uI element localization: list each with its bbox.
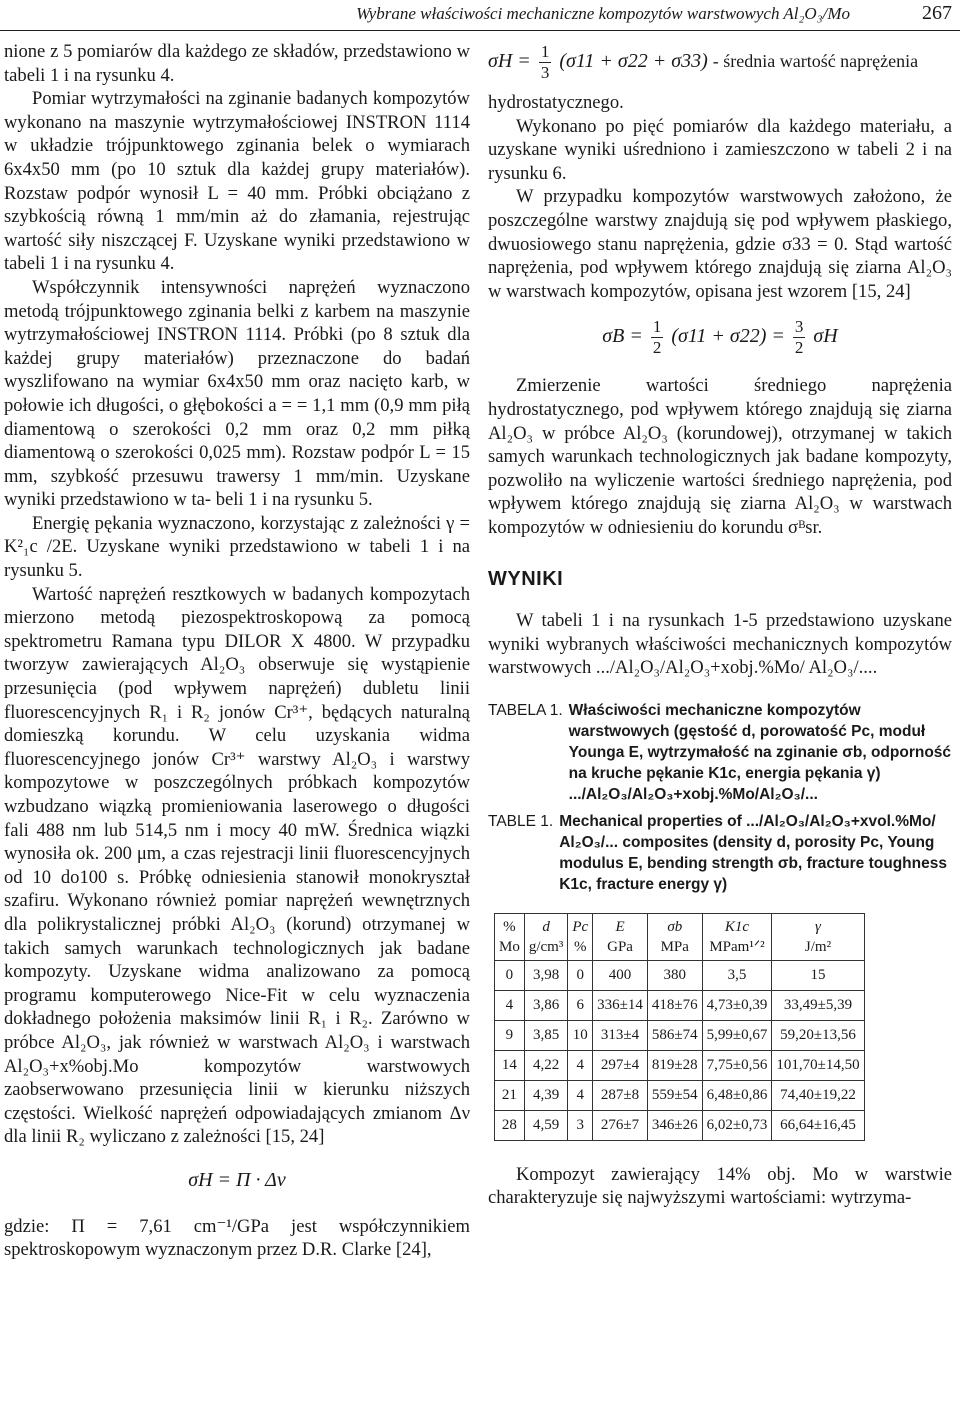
paragraph: Energię pękania wyznaczono, korzystając z zależności γ = K²₁c /2E. Uzyskane wyniki przedstawiono w tabeli 1 i na rysunku 5. [4, 512, 470, 582]
table-cell: 7,75±0,56 [702, 1050, 772, 1080]
paragraph: Pomiar wytrzymałości na zginanie badanych kompozytów wykonano na maszynie wytrzymałościowej INSTRON 1114 w układzie trójpunktowego zginania belek o wymiarach 6x4x50 mm (po 10 sztuk dla każdej grupy materiałów). Rozstaw podpór wynosił L = 40 mm. Próbki obciążano z szybkością równą 1 mm/min aż do złamania, rejestrując wartość siły niszczącej F. Uzyskane wyniki przedstawiono w tabeli 1 i na rysunku 4. [4, 88, 470, 275]
table-cell: 4,39 [524, 1080, 568, 1110]
formula-lhs: σH = [488, 50, 531, 73]
header-symbol: γ [815, 918, 821, 935]
table-cell: 0 [495, 960, 525, 990]
table-cell: 33,49±5,39 [772, 990, 864, 1020]
formula-description: - średnia wartość naprężenia [712, 51, 919, 72]
table-cell: 9 [495, 1020, 525, 1050]
table-cell: 4 [495, 990, 525, 1020]
table-cell: 559±54 [647, 1080, 702, 1110]
header-symbol: K1c [724, 918, 750, 935]
paragraph: gdzie: Π = 7,61 cm⁻¹/GPa jest współczynnikiem spektroskopowym wyznaczonym przez D.R. Clarke [24], [4, 1215, 470, 1261]
formula-middle: (σ11 + σ22) = [671, 325, 785, 348]
header-modulus [593, 913, 648, 960]
properties-table [494, 913, 865, 1141]
formula-rhs: σH [813, 325, 838, 348]
paragraph: Wykonano po pięć pomiarów dla każdego materiału, a uzyskane wyniki uśredniono i zamieszczono w tabeli 2 i na rysunku 6. [488, 115, 952, 184]
left-column [4, 40, 470, 1262]
table-cell: 21 [495, 1080, 525, 1110]
header-unit: g/cm³ [528, 938, 564, 955]
table-header-row [495, 913, 865, 960]
caption-text: Właściwości mechaniczne kompozytów warstwowych (gęstość d, porowatość Pc, moduł Younga E, wytrzymałość na zginanie σb, odporność na kruche pękanie K1c, energia pękania γ) .../Al₂O₃/Al₂O₃+xobj.%Mo/Al₂O₃/... [568, 701, 952, 803]
header-toughness [702, 913, 772, 960]
header-mo [495, 913, 525, 960]
fraction-denominator: 3 [540, 63, 550, 82]
paragraph: hydrostatycznego. [488, 92, 624, 113]
fraction-numerator: 3 [794, 317, 804, 337]
header-strength [647, 913, 702, 960]
fraction-numerator: 1 [540, 42, 550, 61]
header-symbol: d [542, 918, 550, 935]
table-cell: 28 [495, 1110, 525, 1140]
table-cell: 4,22 [524, 1050, 568, 1080]
table-cell: 400 [593, 960, 648, 990]
table-cell: 3,5 [702, 960, 772, 990]
header-symbol: E [615, 918, 625, 935]
table-cell: 3,85 [524, 1020, 568, 1050]
table-cell: 297±4 [593, 1050, 648, 1080]
formula-sigma-h: σH = Π · Δν [188, 1168, 286, 1191]
table-cell: 346±26 [647, 1110, 702, 1140]
table-cell: 101,70±14,50 [772, 1050, 864, 1080]
table-row [495, 1080, 865, 1110]
table-cell: 380 [647, 960, 702, 990]
header-symbol: σb [667, 918, 683, 935]
table-cell: 3,86 [524, 990, 568, 1020]
fraction-denominator: 2 [794, 338, 804, 358]
header-symbol: Pc [572, 918, 589, 935]
table-cell: 59,20±13,56 [772, 1020, 864, 1050]
paragraph: W tabeli 1 i na rysunkach 1-5 przedstawiono uzyskane wyniki wybranych właściwości mechanicznych kompozytów warstwowych .../Al₂O₃/Al₂O₃+xobj.%Mo/ Al₂O₃/.... [488, 610, 952, 679]
table-cell: 15 [772, 960, 864, 990]
header-unit: MPa [660, 938, 689, 955]
table-cell: 74,40±19,22 [772, 1080, 864, 1110]
table-caption-polish [488, 700, 952, 805]
fraction [539, 42, 552, 83]
table-row [495, 990, 865, 1020]
paragraph: Zmierzenie wartości średniego naprężenia hydrostatycznego, pod wpływem którego znajdują się ziarna Al₂O₃ w próbce Al₂O₃ (korundowej), otrzymanej w takich samych warunkach technologicznych jak badane kompozyty, pozwoliło na wyliczenie wartości średniego naprężenia, pod wpływem którego znajdują się ziarna Al₂O₃ w warstwach kompozytów w odniesieniu do korundu σᴮsr. [488, 375, 952, 538]
caption-text: Mechanical properties of .../Al₂O₃/Al₂O₃+xvol.%Mo/ Al₂O₃/... composites (density d, porosity Pc, Young modulus E, bending strength σb, fracture toughness K1c, fracture energy γ) [559, 812, 947, 893]
fraction-denominator: 2 [652, 338, 662, 358]
paragraph: nione z 5 pomiarów dla każdego ze składów, przedstawiono w tabeli 1 i na rysunku 4. [4, 41, 470, 86]
table-cell: 819±28 [647, 1050, 702, 1080]
header-porosity [568, 913, 593, 960]
table-cell: 336±14 [593, 990, 648, 1020]
table-cell: 4 [568, 1080, 593, 1110]
fraction-numerator: 1 [652, 317, 662, 337]
table-cell: 4,73±0,39 [702, 990, 772, 1020]
header-unit: J/m² [804, 938, 832, 955]
table-cell: 5,99±0,67 [702, 1020, 772, 1050]
formula-hydrostatic [488, 42, 952, 83]
paragraph: Wartość naprężeń resztkowych w badanych kompozytach mierzono metodą piezospektroskopową za pomocą spektrometru Ramana typu DILOR X 4800. W przypadku tworzyw zawierających Al₂O₃ obserwuje się wystąpienie przesunięcia (pod wpływem naprężeń) dubletu linii fluorescencyjnych R₁ i R₂ jonów Cr³⁺, będących naturalną domieszką korundu. W celu uzyskania widma fluorescencyjnego jonów Cr³⁺ warstwy Al₂O₃ i warstwy kompozytowe w poszczególnych próbkach kompozytów wzbudzano wiązką promieniowania laserowego o długości fali 488 nm lub 514,5 nm i mocy 40 mW. Średnica wiązki wynosiła ok. 200 μm, a czas rejestracji linii fluorescencyjnych od 10 do100 s. Próbkę odniesienia stanowił monokryształ szafiru. Wykonano również pomiar naprężeń wewnętrznych dla polikrystalicznej próbki Al₂O₃ (korund) otrzymanej w takich samych warunkach technologicznych jak badane kompozyty. Uzyskane widma analizowano za pomocą programu komputerowego Nice-Fit w celu wyznaczenia dokładnego położenia maksimów linii R₁ i R₂. Zarówno w próbce Al₂O₃, jak również w warstwach Al₂O₃ i warstwach Al₂O₃+x%obj.Mo kompozytów warstwowych zaobserwowano przesunięcia linii w kierunku niższych częstości. Wielkość naprężeń odpowiadających zmianom Δν dla linii R₂ wyliczano z zależności [15, 24] [4, 583, 470, 1148]
table-cell: 4,59 [524, 1110, 568, 1140]
table-cell: 6,48±0,86 [702, 1080, 772, 1110]
table-cell: 287±8 [593, 1080, 648, 1110]
table-cell: 586±74 [647, 1020, 702, 1050]
table-cell: 3,98 [524, 960, 568, 990]
table-cell: 0 [568, 960, 593, 990]
paragraph: W przypadku kompozytów warstwowych założono, że poszczególne warstwy znajdują się pod wpływem płaskiego, dwuosiowego stanu naprężenia, gdzie σ33 = 0. Stąd wartość naprężenia, pod wpływem którego znajdują się ziarna Al₂O₃ w warstwach kompozytów, opisana jest wzorem [15, 24] [488, 186, 952, 302]
table-row [495, 1110, 865, 1140]
table-cell: 6 [568, 990, 593, 1020]
table-cell: 10 [568, 1020, 593, 1050]
table-row [495, 960, 865, 990]
table-row [495, 1020, 865, 1050]
table-caption-english [488, 811, 952, 895]
caption-label: TABELA 1. [488, 701, 563, 719]
paragraph: Kompozyt zawierający 14% obj. Mo w warstwie charakteryzuje się najwyższymi wartościami: wytrzyma- [488, 1163, 952, 1209]
header-unit: GPa [607, 938, 633, 955]
formula-sigma-b [488, 317, 952, 358]
paragraph: Współczynnik intensywności naprężeń wyznaczono metodą trójpunktowego zginania belki z karbem na maszynie wytrzymałościowej INSTRON 1114. Próbki (po 8 sztuk dla każdej grupy materiałów) przeznaczone do badań wyszlifowano na wymiar 6x4x50 mm oraz nacięto karb, w połowie ich długości, o głębokości a = = 1,1 mm (0,9 mm piłą diamentową o szerokości 0,2 mm oraz 0,2 mm piłką diamentową o szerokości 0,025 mm). Rozstaw podpór L = 15 mm, szybkość przesuwu trawersy 1 mm/min. Uzyskane wyniki przedstawiono w ta- beli 1 i na rysunku 5. [4, 276, 470, 511]
table-cell: 276±7 [593, 1110, 648, 1140]
caption-label: TABLE 1. [488, 812, 554, 830]
header-density [524, 913, 568, 960]
running-header [0, 2, 960, 30]
formula-lhs: σB = [602, 325, 643, 348]
table-cell: 418±76 [647, 990, 702, 1020]
header-unit: % [574, 938, 587, 955]
fraction [651, 317, 664, 358]
header-unit: Mo [499, 938, 520, 955]
table-row [495, 1050, 865, 1080]
page-number: 267 [922, 2, 952, 24]
header-symbol: % [503, 918, 516, 935]
header-unit: MPam¹ᐟ² [709, 938, 765, 955]
fraction [793, 317, 806, 358]
header-energy [772, 913, 864, 960]
table-cell: 6,02±0,73 [702, 1110, 772, 1140]
table-cell: 66,64±16,45 [772, 1110, 864, 1140]
table-cell: 3 [568, 1110, 593, 1140]
formula-rhs: (σ11 + σ22 + σ33) [559, 50, 708, 73]
table-cell: 313±4 [593, 1020, 648, 1050]
running-title: Wybrane właściwości mechaniczne kompozytów warstwowych Al₂O₃/Mo [356, 4, 850, 23]
table-cell: 14 [495, 1050, 525, 1080]
section-heading: WYNIKI [488, 567, 564, 590]
table-cell: 4 [568, 1050, 593, 1080]
right-column [488, 40, 952, 1210]
header-rule [0, 30, 960, 31]
